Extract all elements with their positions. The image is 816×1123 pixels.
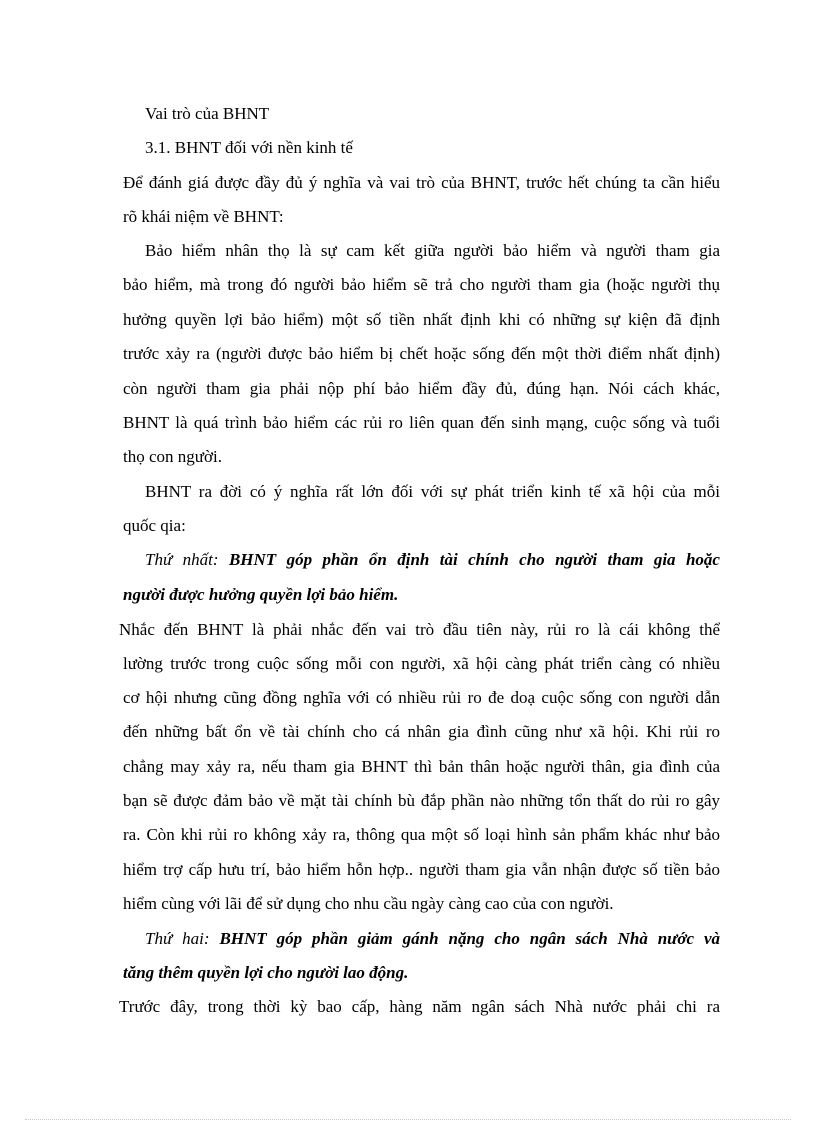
- last-body-line: Trước đây, trong thời kỳ bao cấp, hàng năm ngân sách Nhà nước phải chi ra: [119, 997, 720, 1016]
- point1-label: Thứ nhất:: [145, 550, 219, 569]
- point1-body-line-8: hiểm trợ cấp hưu trí, bảo hiểm hỗn hợp.. người tham gia vẫn nhận được số tiền bảo: [123, 860, 720, 879]
- point2-label: Thứ hai:: [145, 929, 210, 948]
- definition-line-3: hưởng quyền lợi bảo hiểm) một số tiền nhất định khi có những sự kiện đã định: [123, 310, 720, 329]
- point1-body-line-6: bạn sẽ được đảm bảo về mặt tài chính bù đắp phần nào những tổn thất do rủi ro gây: [123, 791, 720, 810]
- definition-line-2: bảo hiểm, mà trong đó người bảo hiểm sẽ trả cho người tham gia (hoặc người thụ: [123, 275, 720, 294]
- definition-line-5: còn người tham gia phải nộp phí bảo hiểm đầy đủ, đúng hạn. Nói cách khác,: [123, 379, 720, 398]
- heading-role: Vai trò của BHNT: [145, 104, 270, 123]
- page-bottom-rule: [25, 1119, 791, 1120]
- point1-body-line-1: Nhắc đến BHNT là phải nhắc đến vai trò đầu tiên này, rủi ro là cái không thể: [119, 620, 720, 639]
- intro-line-1: Để đánh giá được đầy đủ ý nghĩa và vai trò của BHNT, trước hết chúng ta cần hiểu: [123, 173, 720, 192]
- point1-title-line-1: [145, 550, 720, 570]
- definition-line-4: trước xảy ra (người được bảo hiểm bị chết hoặc sống đến một thời điểm nhất định): [123, 344, 720, 363]
- intro-line-2: rõ khái niệm về BHNT:: [123, 207, 284, 226]
- point1-title: BHNT góp phần ổn định tài chính cho người tham gia hoặc: [228, 550, 720, 569]
- point1-body-line-4: đến những bất ổn về tài chính cho cá nhân gia đình cũng như xã hội. Khi rủi ro: [123, 722, 720, 741]
- definition-line-1: Bảo hiểm nhân thọ là sự cam kết giữa người bảo hiểm và người tham gia: [145, 241, 720, 260]
- point1-body-line-5: chẳng may xảy ra, nếu tham gia BHNT thì bản thân hoặc người thân, gia đình của: [123, 757, 720, 776]
- point1-body-line-7: ra. Còn khi rủi ro không xảy ra, thông qua một số loại hình sản phẩm khác như bảo: [123, 825, 720, 844]
- significance-line-1: BHNT ra đời có ý nghĩa rất lớn đối với sự phát triển kinh tế xã hội của mỗi: [145, 482, 720, 501]
- point1-title-line-2: người được hưởng quyền lợi bảo hiểm.: [123, 585, 399, 604]
- point2-title-line-1: [145, 929, 720, 949]
- point2-title-line-2: tăng thêm quyền lợi cho người lao động.: [123, 963, 409, 982]
- definition-line-6: BHNT là quá trình bảo hiểm các rủi ro liên quan đến sinh mạng, cuộc sống và tuổi: [123, 413, 720, 432]
- point1-body-line-3: cơ hội nhưng cũng đồng nghĩa với có nhiều rủi ro đe doạ cuộc sống con người dẫn: [123, 688, 720, 707]
- point1-body-line-2: lường trước trong cuộc sống mỗi con người, xã hội càng phát triển càng có nhiều: [123, 654, 720, 673]
- significance-line-2: quốc qia:: [123, 516, 186, 535]
- point2-title: BHNT góp phần giảm gánh nặng cho ngân sách Nhà nước và: [219, 929, 720, 948]
- point1-body-line-9: hiểm cùng với lãi để sử dụng cho nhu cầu ngày càng cao của con người.: [123, 894, 614, 913]
- heading-section-3-1: 3.1. BHNT đối với nền kinh tế: [145, 138, 353, 157]
- definition-line-7: thọ con người.: [123, 447, 222, 466]
